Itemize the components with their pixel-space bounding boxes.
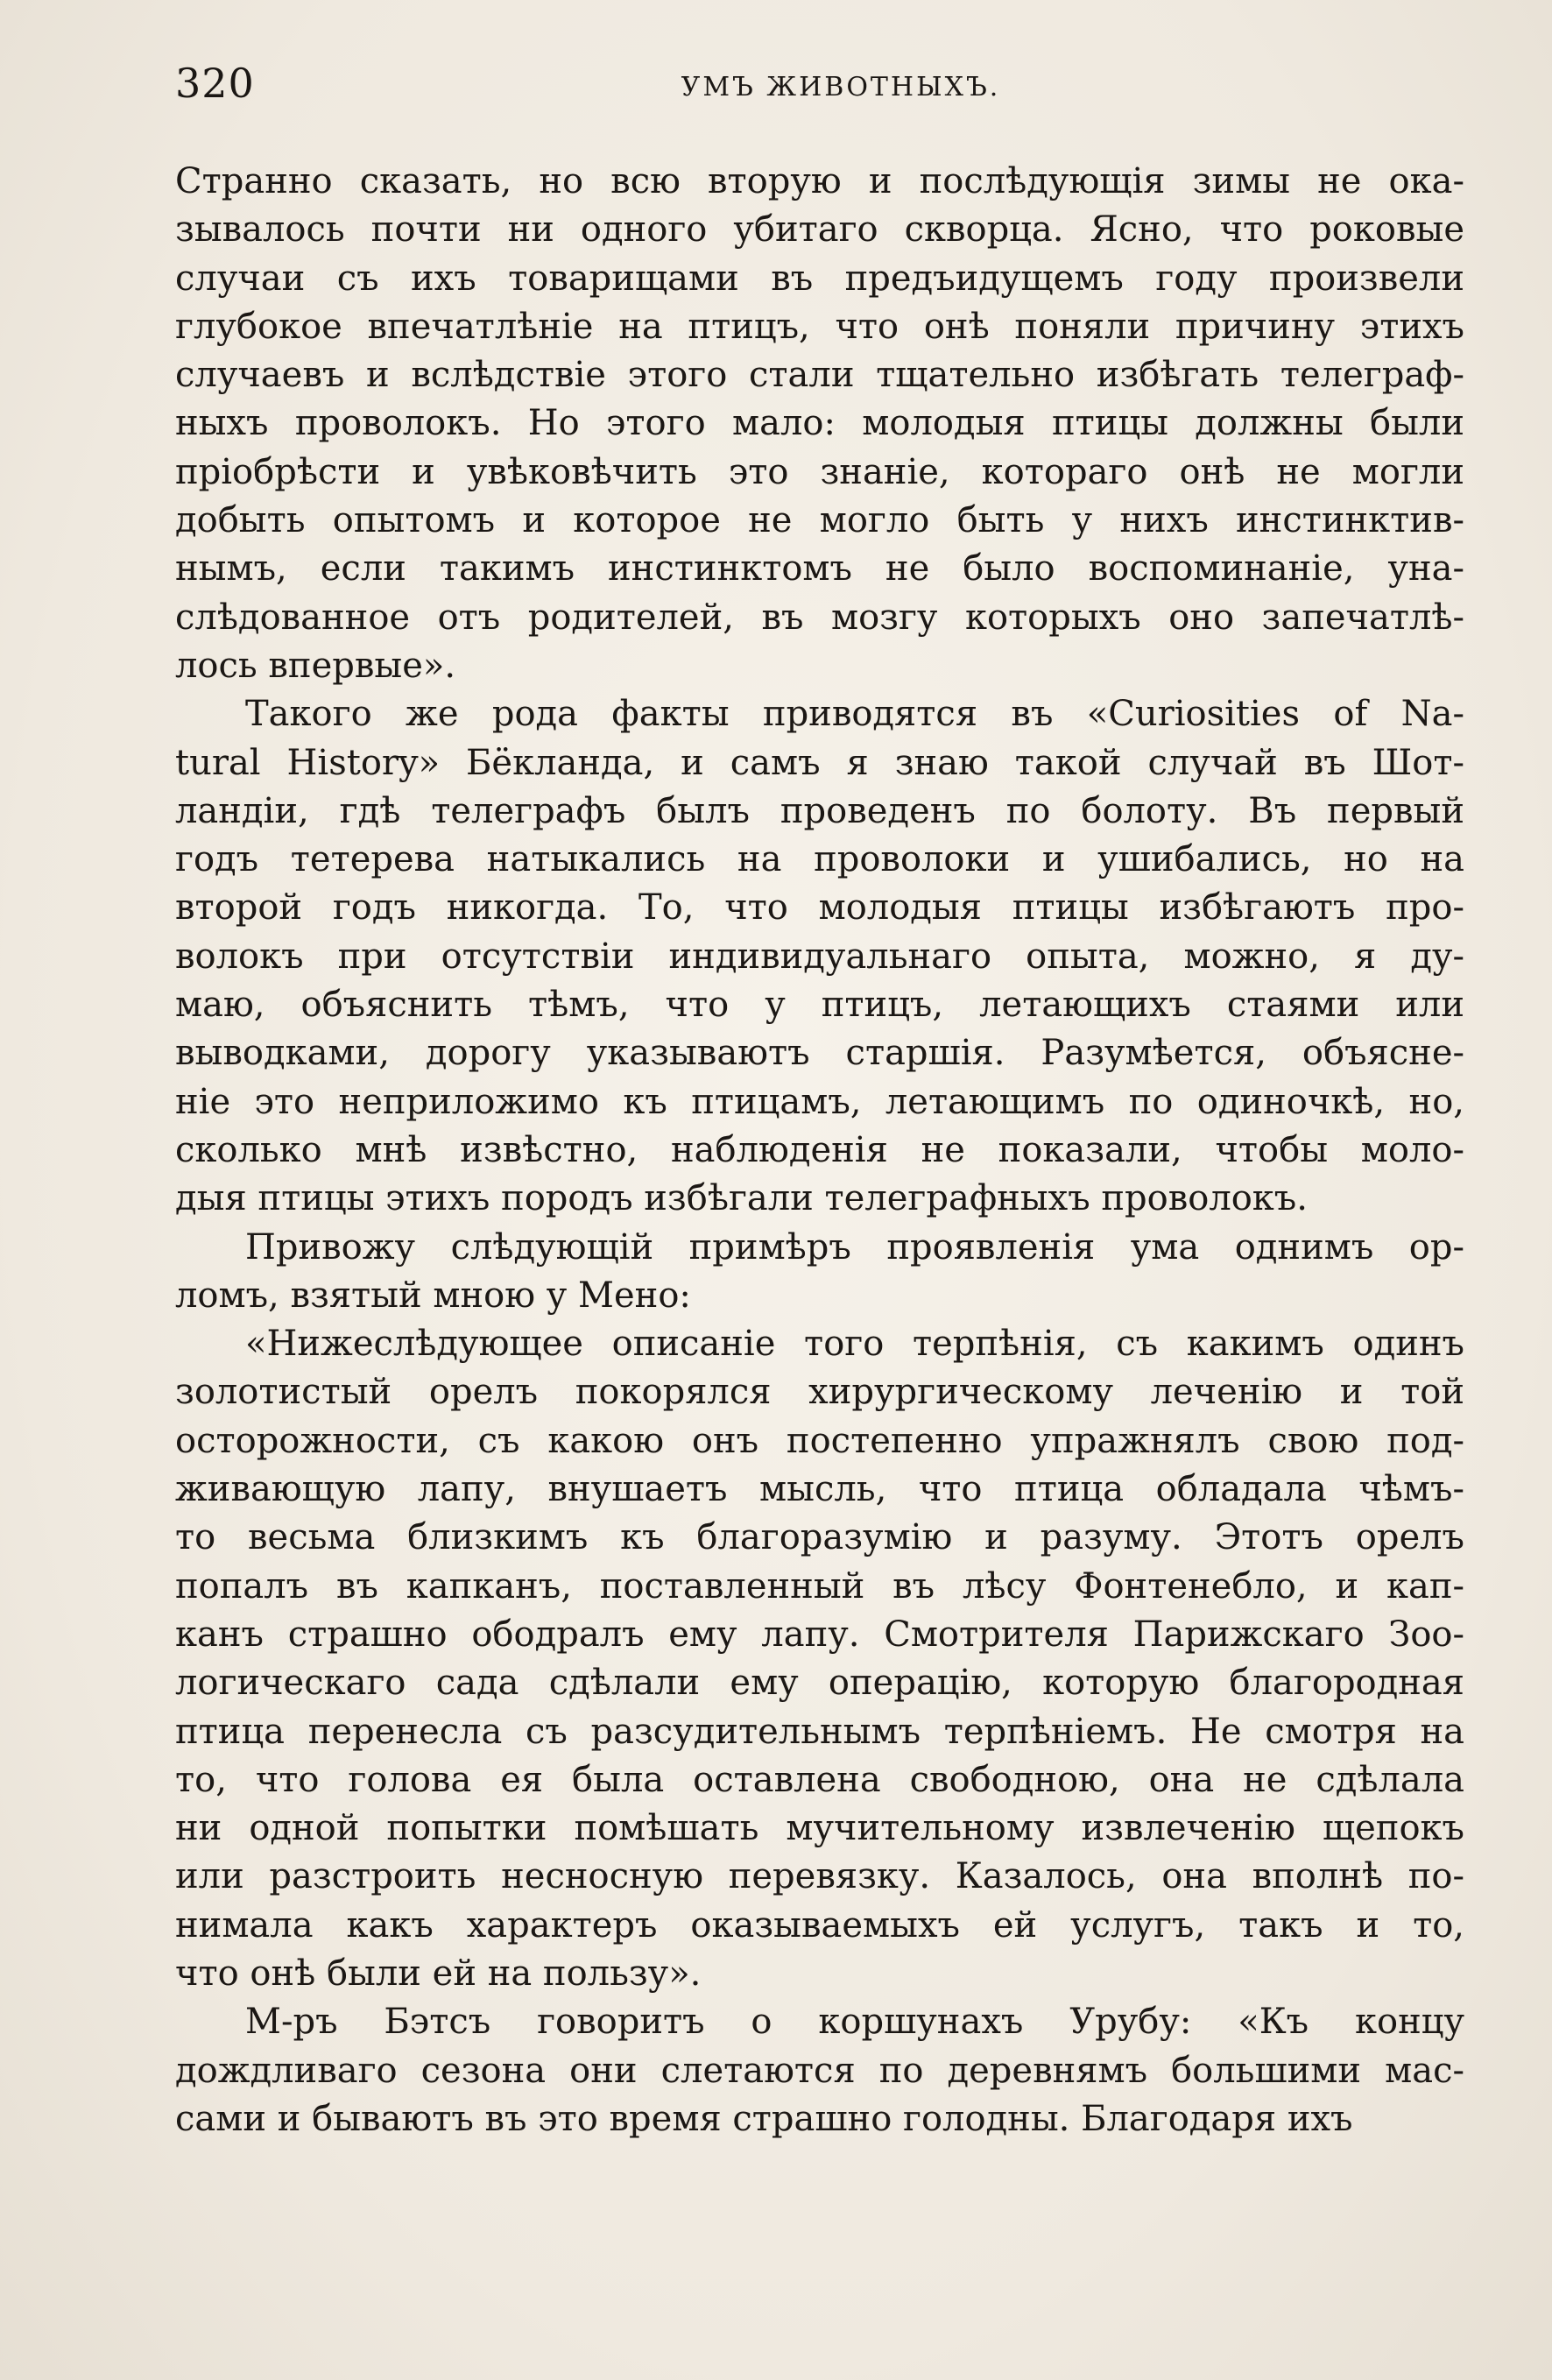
text-line: то, что голова ея была оставлена свободною, она не сдѣлала <box>175 1759 1464 1800</box>
text-line: или разстроить несносную перевязку. Казалось, она вполнѣ по- <box>175 1856 1464 1897</box>
text-line: пріобрѣсти и увѣковѣчить это знаніе, котораго онѣ не могли <box>175 451 1464 492</box>
paragraph <box>175 1320 1464 1998</box>
text-line: волокъ при отсутствіи индивидуальнаго опыта, можно, я ду- <box>175 936 1464 977</box>
text-line: глубокое впечатлѣніе на птицъ, что онѣ поняли причину этихъ <box>175 306 1464 347</box>
text-line: нымъ, если такимъ инстинктомъ не было воспоминаніе, уна- <box>175 548 1464 590</box>
text-line: осторожности, съ какою онъ постепенно упражнялъ свою под- <box>175 1420 1464 1461</box>
text-line: живающую лапу, внушаетъ мысль, что птица обладала чѣмъ- <box>175 1469 1464 1510</box>
text-line: зывалось почти ни одного убитаго скворца. Ясно, что роковые <box>175 209 1464 251</box>
text-line: выводками, дорогу указываютъ старшія. Разумѣется, объясне- <box>175 1033 1464 1074</box>
paragraph <box>175 690 1464 1223</box>
text-line: tural History» Бёкланда, и самъ я знаю такой случай въ Шот- <box>175 742 1464 783</box>
text-line: попалъ въ капканъ, поставленный въ лѣсу Фонтенебло, и кап- <box>175 1565 1464 1607</box>
paragraph <box>175 158 1464 690</box>
body-text <box>175 158 1464 2143</box>
running-head: УМЪ ЖИВОТНЫХЪ. <box>681 72 1001 102</box>
text-line: случаи съ ихъ товарищами въ предъидущемъ году произвели <box>175 258 1464 299</box>
text-line: золотистый орелъ покорялся хирургическому леченію и той <box>175 1372 1464 1413</box>
text-line: дождливаго сезона они слетаются по деревнямъ большими мас- <box>175 2050 1464 2091</box>
text-line: то весьма близкимъ къ благоразумію и разуму. Этотъ орелъ <box>175 1517 1464 1558</box>
text-line: годъ тетерева натыкались на проволоки и ушибались, но на <box>175 839 1464 880</box>
text-line: Такого же рода факты приводятся въ «Curiosities of Na- <box>245 694 1464 735</box>
text-line: ни одной попытки помѣшать мучительному извлеченію щепокъ <box>175 1808 1464 1849</box>
paragraph <box>175 1998 1464 2143</box>
text-line: Странно сказать, но всю вторую и послѣдующія зимы не ока- <box>175 161 1464 201</box>
paragraph <box>175 1224 1464 1321</box>
text-line: Привожу слѣдующій примѣръ проявленія ума однимъ ор- <box>245 1226 1464 1268</box>
text-line: М-ръ Бэтсъ говоритъ о коршунахъ Урубу: «Къ концу <box>245 2002 1464 2043</box>
text-line: птица перенесла съ разсудительнымъ терпѣніемъ. Не смотря на <box>175 1711 1464 1752</box>
page-header <box>175 60 1471 121</box>
text-line: второй годъ никогда. То, что молодыя птицы избѣгаютъ про- <box>175 887 1464 929</box>
text-line: дыя птицы этихъ породъ избѣгали телеграфныхъ проволокъ. <box>175 1178 1308 1219</box>
text-line: «Нижеслѣдующее описаніе того терпѣнія, съ какимъ одинъ <box>245 1324 1464 1365</box>
text-line: ломъ, взятый мною у Мено: <box>175 1275 691 1316</box>
page-number: 320 <box>175 60 255 107</box>
text-line: лось впервые». <box>175 645 456 686</box>
text-line: маю, объяснить тѣмъ, что у птицъ, летающихъ стаями или <box>175 985 1464 1026</box>
text-line: что онѣ были ей на пользу». <box>175 1953 702 1994</box>
text-line: ныхъ проволокъ. Но этого мало: молодыя птицы должны были <box>175 403 1464 444</box>
text-line: случаевъ и вслѣдствіе этого стали тщательно избѣгать телеграф- <box>175 355 1464 396</box>
text-line: логическаго сада сдѣлали ему операцію, которую благородная <box>175 1663 1464 1704</box>
text-line: сами и бываютъ въ это время страшно голодны. Благодаря ихъ <box>175 2098 1353 2139</box>
text-line: добыть опытомъ и которое не могло быть у нихъ инстинктив- <box>175 500 1464 541</box>
text-line: сколько мнѣ извѣстно, наблюденія не показали, чтобы моло- <box>175 1129 1464 1170</box>
text-line: канъ страшно ободралъ ему лапу. Смотрителя Парижскаго Зоо- <box>175 1614 1464 1655</box>
text-line: слѣдованное отъ родителей, въ мозгу которыхъ оно запечатлѣ- <box>175 597 1464 638</box>
text-line: ландіи, гдѣ телеграфъ былъ проведенъ по болоту. Въ первый <box>175 790 1464 831</box>
text-line: нимала какъ характеръ оказываемыхъ ей услугъ, такъ и то, <box>175 1904 1464 1946</box>
text-line: ніе это неприложимо къ птицамъ, летающимъ по одиночкѣ, но, <box>175 1081 1464 1122</box>
